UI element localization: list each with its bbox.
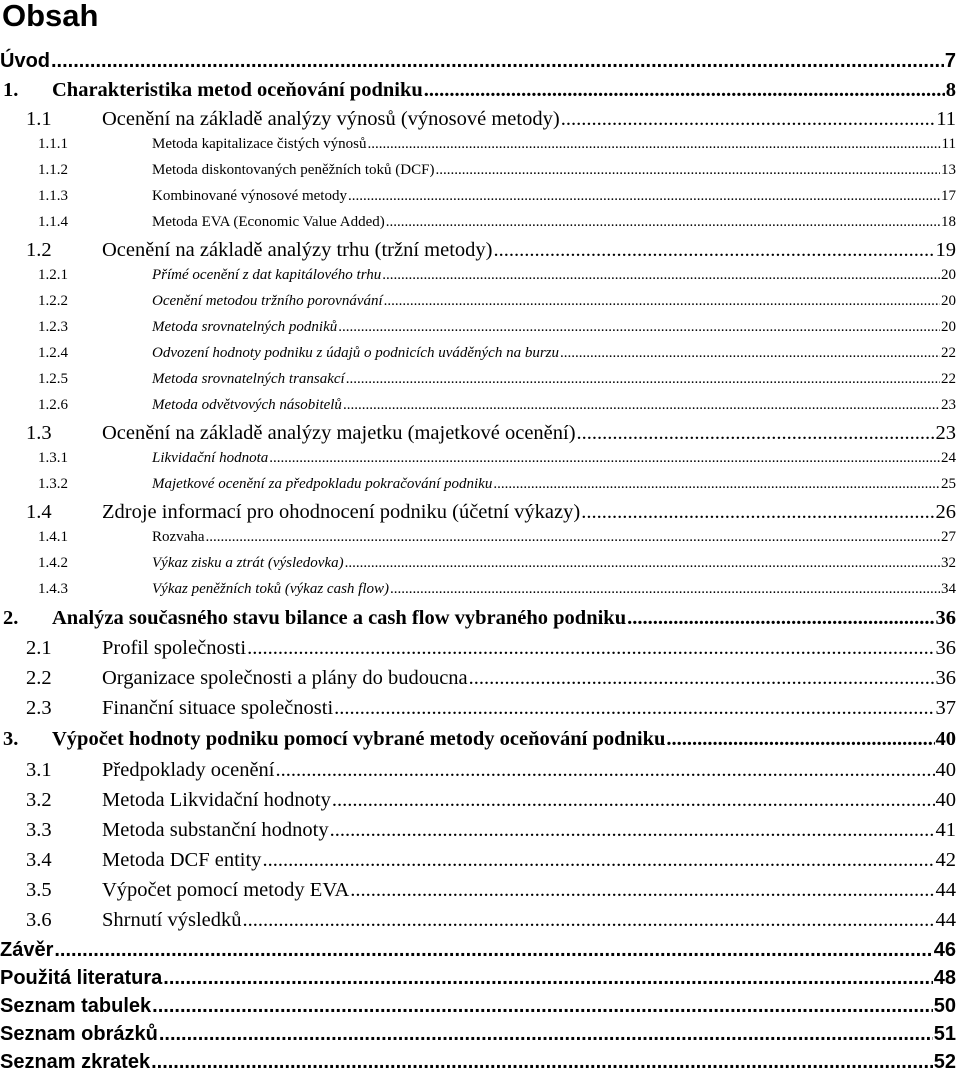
dot-leader [348, 188, 940, 205]
toc-entry-title: Metoda substanční hodnoty [102, 819, 329, 841]
dot-leader [384, 293, 940, 310]
toc-entry-title: Metoda srovnatelných podniků [152, 319, 338, 335]
toc-entry[interactable] [0, 267, 956, 284]
dot-leader [54, 939, 932, 962]
toc-entry-page: 44 [935, 909, 956, 931]
toc-entry-number: 1.2.5 [38, 371, 68, 387]
toc-entry-page: 7 [944, 50, 956, 72]
dot-leader [627, 607, 934, 630]
toc-entry[interactable] [0, 607, 956, 630]
toc-entry-number: 3.2 [26, 789, 52, 811]
toc-entry-number: 1.3.2 [38, 476, 68, 492]
toc-entry-page: 51 [933, 1023, 956, 1045]
toc-entry-title: Zdroje informací pro ohodnocení podniku (účetní výkazy) [102, 501, 581, 523]
toc-entry-title: Ocenění na základě analýzy výnosů (výnosové metody) [102, 108, 560, 130]
toc-entry-title: Přímé ocenění z dat kapitálového trhu [152, 267, 382, 283]
toc-entry[interactable] [0, 50, 956, 73]
toc-entry-page: 22 [941, 345, 956, 361]
toc-entry[interactable] [0, 397, 956, 414]
toc-entry-title: Metoda odvětvových násobitelů [152, 397, 342, 413]
toc-entry[interactable] [0, 995, 956, 1018]
dot-leader [386, 214, 940, 231]
toc-entry-title: Metoda DCF entity [102, 849, 262, 871]
toc-entry[interactable] [0, 879, 956, 902]
toc-entry-page: 18 [941, 214, 956, 230]
toc-entry[interactable] [0, 450, 956, 467]
toc-entry-page: 34 [941, 581, 956, 597]
toc-entry[interactable] [0, 422, 956, 445]
toc-entry[interactable] [0, 637, 956, 660]
toc-entry-title: Seznam tabulek [0, 995, 152, 1017]
toc-entry[interactable] [0, 345, 956, 362]
dot-leader [159, 1023, 933, 1046]
toc-entry-title: Metoda EVA (Economic Value Added) [152, 214, 385, 230]
toc-entry-title: Metoda srovnatelných transakcí [152, 371, 345, 387]
dot-leader [205, 529, 940, 546]
toc-entry-number: 1.4.3 [38, 581, 68, 597]
toc-entry-number: 1.2.2 [38, 293, 68, 309]
dot-leader [493, 476, 940, 493]
toc-entry-title: Metoda Likvidační hodnoty [102, 789, 331, 811]
dot-leader [435, 162, 940, 179]
toc-entry-number: 1.1.2 [38, 162, 68, 178]
dot-leader [350, 879, 934, 902]
toc-entry-title: Odvození hodnoty podniku z údajů o podnicích uváděných na burzu [152, 345, 560, 361]
toc-entry-title: Seznam zkratek [0, 1051, 151, 1073]
toc-entry[interactable] [0, 909, 956, 932]
toc-entry-title: Shrnutí výsledků [102, 909, 242, 931]
toc-entry-title: Charakteristika metod oceňování podniku [52, 79, 423, 101]
toc-entry-page: 8 [945, 79, 956, 101]
toc-entry[interactable] [0, 136, 956, 153]
dot-leader [151, 1051, 933, 1074]
toc-entry-page: 27 [941, 529, 956, 545]
toc-entry-page: 48 [933, 967, 956, 989]
toc-entry-title: Předpoklady ocenění [102, 759, 275, 781]
dot-leader [51, 50, 944, 73]
toc-entry[interactable] [0, 476, 956, 493]
toc-entry-page: 22 [941, 371, 956, 387]
page-title: Obsah [2, 0, 99, 33]
toc-entry-page: 40 [935, 728, 956, 750]
toc-entry-title: Kombinované výnosové metody [152, 188, 347, 204]
toc-entry[interactable] [0, 1023, 956, 1046]
toc-entry-title: Profil společnosti [102, 637, 247, 659]
toc-entry-title: Metoda kapitalizace čistých výnosů [152, 136, 367, 152]
toc-entry-page: 11 [936, 108, 956, 130]
dot-leader [493, 239, 934, 262]
toc-entry[interactable] [0, 819, 956, 842]
dot-leader [368, 136, 941, 153]
toc-entry-number: 3.5 [26, 879, 52, 901]
toc-entry-page: 40 [935, 789, 956, 811]
dot-leader [247, 637, 934, 660]
toc-entry[interactable] [0, 789, 956, 812]
toc-entry-page: 20 [941, 267, 956, 283]
toc-entry-page: 36 [935, 667, 956, 689]
toc-entry[interactable] [0, 728, 956, 751]
toc-entry-page: 20 [941, 319, 956, 335]
toc-entry-title: Analýza současného stavu bilance a cash flow vybraného podniku [52, 607, 627, 629]
toc-entry[interactable] [0, 967, 956, 990]
toc-entry-page: 20 [941, 293, 956, 309]
toc-entry-title: Likvidační hodnota [152, 450, 269, 466]
toc-entry-page: 50 [933, 995, 956, 1017]
toc-entry-title: Úvod [0, 50, 50, 72]
toc-entry-number: 2.2 [26, 667, 52, 689]
toc-entry-title: Finanční situace společnosti [102, 697, 334, 719]
toc-entry-page: 26 [935, 501, 956, 523]
toc-entry-number: 2.3 [26, 697, 52, 719]
dot-leader [152, 995, 933, 1018]
toc-entry-number: 3.6 [26, 909, 52, 931]
toc-entry-page: 25 [941, 476, 956, 492]
toc-entry[interactable] [0, 555, 956, 572]
dot-leader [560, 345, 940, 362]
toc-entry[interactable] [0, 293, 956, 310]
toc-entry[interactable] [0, 501, 956, 524]
toc-entry-page: 46 [933, 939, 956, 961]
toc-entry[interactable] [0, 319, 956, 336]
toc-entry-title: Majetkové ocenění za předpokladu pokračování podniku [152, 476, 493, 492]
dot-leader [262, 849, 934, 872]
toc-entry-title: Organizace společnosti a plány do budoucna [102, 667, 468, 689]
toc-entry[interactable] [0, 214, 956, 231]
toc-entry-title: Ocenění na základě analýzy trhu (tržní metody) [102, 239, 493, 261]
toc-entry[interactable] [0, 79, 956, 102]
toc-entry-title: Ocenění na základě analýzy majetku (majetkové ocenění) [102, 422, 576, 444]
dot-leader [382, 267, 940, 284]
toc-entry-title: Metoda diskontovaných peněžních toků (DCF) [152, 162, 435, 178]
toc-entry-number: 3.4 [26, 849, 52, 871]
toc-entry-title: Výkaz peněžních toků (výkaz cash flow) [152, 581, 390, 597]
toc-entry-title: Závěr [0, 939, 54, 961]
toc-entry[interactable] [0, 581, 956, 598]
toc-entry-number: 1.3.1 [38, 450, 68, 466]
toc-entry-page: 36 [935, 607, 956, 629]
toc-entry[interactable] [0, 108, 956, 131]
toc-entry[interactable] [0, 371, 956, 388]
toc-entry-title: Seznam obrázků [0, 1023, 158, 1045]
toc-entry-page: 11 [941, 136, 956, 152]
toc-entry-title: Použitá literatura [0, 967, 163, 989]
dot-leader [338, 319, 940, 336]
toc-entry-number: 1.1.4 [38, 214, 68, 230]
dot-leader [163, 967, 932, 990]
toc-entry-number: 1.4.2 [38, 555, 68, 571]
dot-leader [666, 728, 934, 751]
toc-entry-page: 44 [935, 879, 956, 901]
toc-entry-page: 52 [933, 1051, 956, 1073]
toc-entry-page: 40 [935, 759, 956, 781]
dot-leader [343, 397, 940, 414]
toc-entry-title: Ocenění metodou tržního porovnávání [152, 293, 383, 309]
toc-entry-number: 1.1.3 [38, 188, 68, 204]
toc-entry[interactable] [0, 939, 956, 962]
dot-leader [332, 789, 935, 812]
toc-entry[interactable] [0, 529, 956, 546]
toc-entry-number: 1.2 [26, 239, 52, 261]
dot-leader [577, 422, 935, 445]
toc-entry-number: 2. [3, 607, 19, 629]
toc-entry[interactable] [0, 759, 956, 782]
toc-entry-page: 41 [935, 819, 956, 841]
toc-entry-page: 24 [941, 450, 956, 466]
toc-entry-number: 2.1 [26, 637, 52, 659]
toc-entry-number: 1.4.1 [38, 529, 68, 545]
toc-entry-number: 1.4 [26, 501, 52, 523]
toc-entry-number: 1.2.6 [38, 397, 68, 413]
toc-entry-title: Výkaz zisku a ztrát (výsledovka) [152, 555, 344, 571]
toc-entry-title: Výpočet pomocí metody EVA [102, 879, 350, 901]
toc-entry-number: 1.2.1 [38, 267, 68, 283]
toc-entry-page: 19 [935, 239, 956, 261]
toc-entry-page: 23 [935, 422, 956, 444]
toc-entry-page: 23 [941, 397, 956, 413]
toc-entry-number: 1.1 [26, 108, 52, 130]
dot-leader [581, 501, 934, 524]
toc-entry-page: 13 [941, 162, 956, 178]
toc-entry-page: 17 [941, 188, 956, 204]
toc-entry[interactable] [0, 188, 956, 205]
toc-entry-number: 1. [3, 79, 19, 101]
toc-entry-page: 32 [941, 555, 956, 571]
toc-entry-page: 42 [935, 849, 956, 871]
toc-entry[interactable] [0, 697, 956, 720]
dot-leader [346, 371, 940, 388]
toc-entry-number: 1.1.1 [38, 136, 68, 152]
toc-entry[interactable] [0, 667, 956, 690]
toc-entry-title: Výpočet hodnoty podniku pomocí vybrané metody oceňování podniku [52, 728, 666, 750]
toc-entry[interactable] [0, 239, 956, 262]
toc-entry-number: 1.3 [26, 422, 52, 444]
dot-leader [334, 697, 934, 720]
toc-entry-page: 37 [935, 697, 956, 719]
toc-entry-title: Rozvaha [152, 529, 205, 545]
dot-leader [469, 667, 935, 690]
toc-entry-number: 3.1 [26, 759, 52, 781]
dot-leader [561, 108, 936, 131]
dot-leader [276, 759, 935, 782]
dot-leader [330, 819, 935, 842]
toc-entry-number: 1.2.3 [38, 319, 68, 335]
toc-entry[interactable] [0, 1051, 956, 1074]
dot-leader [243, 909, 935, 932]
toc-entry-page: 36 [935, 637, 956, 659]
dot-leader [424, 79, 945, 102]
toc-entry[interactable] [0, 162, 956, 179]
dot-leader [390, 581, 940, 598]
toc-entry-number: 3. [3, 728, 19, 750]
dot-leader [269, 450, 940, 467]
toc-entry-number: 3.3 [26, 819, 52, 841]
toc-entry-number: 1.2.4 [38, 345, 68, 361]
toc-entry[interactable] [0, 849, 956, 872]
dot-leader [345, 555, 940, 572]
